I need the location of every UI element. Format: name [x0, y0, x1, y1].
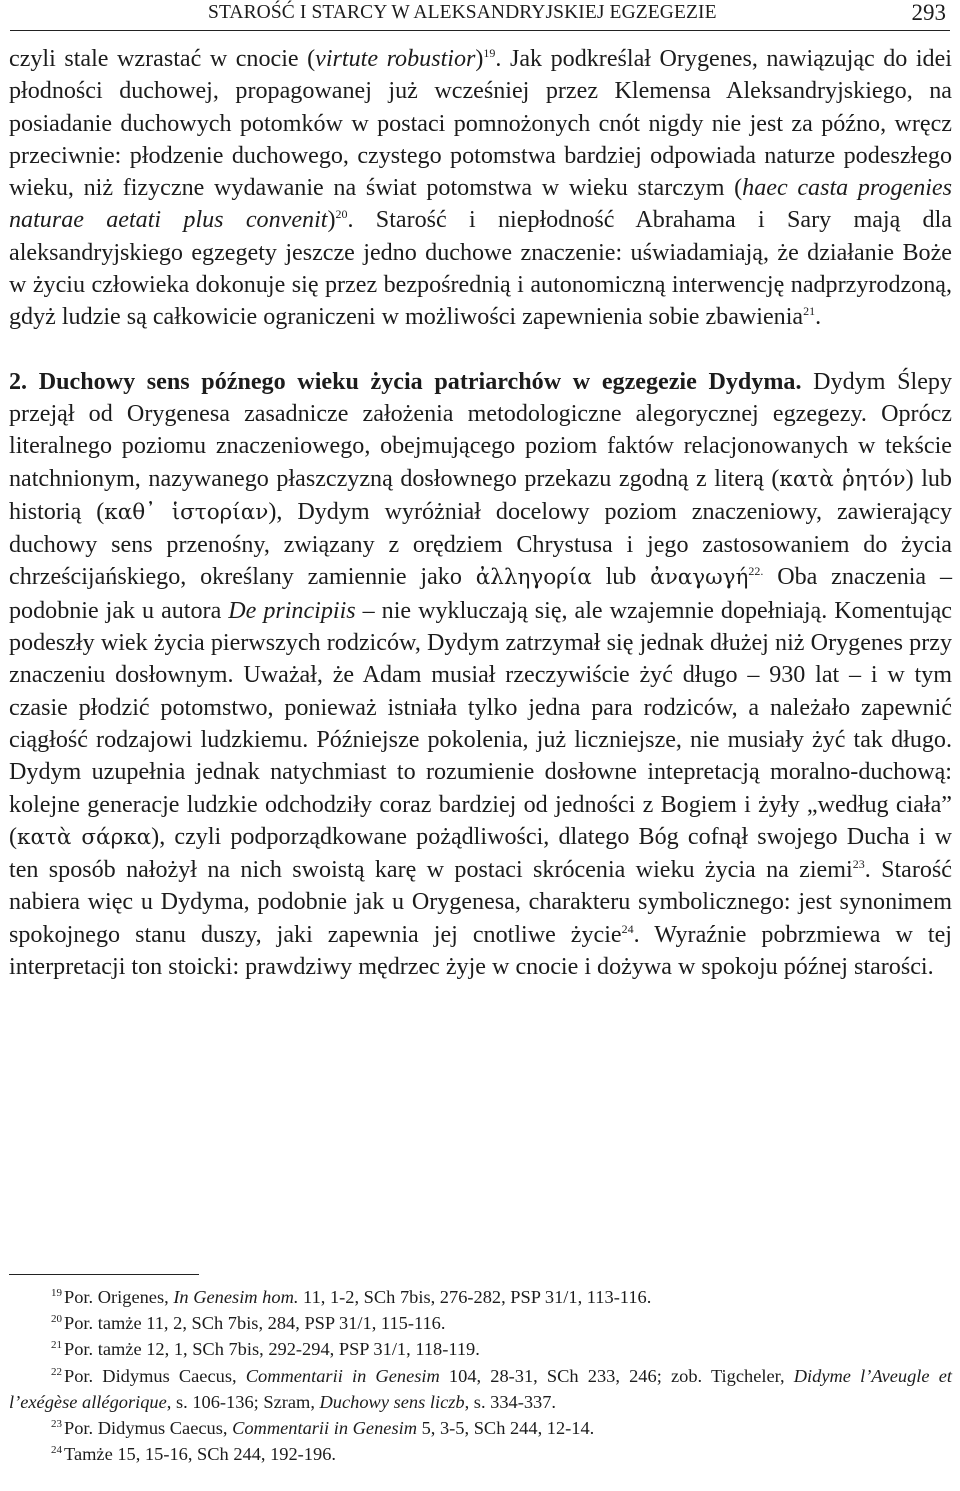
text-run: . Wyraźnie pobrzmiewa w tej interpretacji ton stoicki: prawdziwy mędrzec żyje w cnocie i dożywa w spokoju późnej starości. — [9, 921, 952, 981]
running-head — [10, 0, 950, 31]
footnote-text: 5, 3-5, SCh 244, 12-14. — [417, 1418, 595, 1439]
footnote-ref-21[interactable]: 21 — [803, 304, 816, 319]
work-title: Didyme l’Aveugle et l’exégèse allégorique — [9, 1365, 952, 1412]
text-run: Oba znaczenia – podobnie jak u autora — [9, 564, 952, 624]
footnote-text: Por. Origenes, — [64, 1287, 174, 1307]
book-title: De principiis — [228, 597, 356, 624]
work-title: Commentarii in Genesim — [245, 1365, 440, 1386]
text-run: ) lub historią ( — [9, 465, 952, 525]
running-head-title: STAROŚĆ I STARCY W ALEKSANDRYJSKIEJ EGZEGEZIE — [208, 2, 717, 23]
section-heading: 2. Duchowy sens późnego wieku życia patriarchów w egzegezie Dydyma — [9, 368, 796, 395]
footnote-rule — [9, 1274, 199, 1275]
footnote-text: Por. Didymus Caecus, — [64, 1418, 233, 1439]
footnote-text: Por. tamże 11, 2, SCh 7bis, 284, PSP 31/1, 115-116. — [64, 1313, 446, 1334]
footnote-number: 21 — [51, 1339, 62, 1352]
footnote-ref-23[interactable]: 23 — [852, 857, 865, 872]
work-title: Duchowy sens liczb — [319, 1391, 465, 1412]
text-run: ), czyli podporządkowane pożądliwości, dlatego Bóg cofnął swojego Ducha i w ten sposób nałożył na nich swoistą karę w postaci skrócenia wieku życia na ziemi — [9, 823, 952, 884]
section-heading-end: . — [795, 368, 802, 395]
text-run: . — [815, 304, 822, 331]
footnote-text: , s. 106-136; Szram, — [166, 1391, 320, 1412]
greek-term: ἀλληγορία — [475, 565, 592, 591]
text-run: Dydym Ślepy przejął od Orygenesa zasadnicze założenia metodologiczne alegorycznej egzegezy. Oprócz literalnego poziomu znaczeniowego, obejmującego poziom faktów relacjonowanych w tekście natchnionym, nazywanego płaszczyzną dosłownego przekazu zgodną z literą ( — [9, 368, 952, 492]
text-run: . Starość i niepłodność Abrahama i Sary mają dla aleksandryjskiego egzegety jeszcze jedno duchowe znaczenie: uświadamiają, że działanie Boże w życiu człowieka dokonuje się przez bezpośrednią i autonomiczną interwencję nadprzyrodzoną, gdyż ludzie są całkowicie ograniczeni w możliwości zapewnienia sobie zbawienia — [9, 207, 952, 331]
footnote-text: 104, 28-31, SCh 233, 246; zob. Tigcheler, — [439, 1365, 794, 1386]
text-run: ), Dydym wyróżniał docelowy poziom znaczeniowy, zawierający duchowy sens przenośny, związany z orędziem Chrystusa i jego zastosowaniem do życia chrześcijańskiego, określany zamiennie jako — [9, 498, 952, 591]
footnote-ref-24[interactable]: 24 — [621, 921, 634, 936]
footnote-number: 24 — [51, 1444, 62, 1457]
greek-term: κατὰ σάρκα — [17, 824, 152, 850]
footnote-text: Por. tamże 12, 1, SCh 7bis, 292-294, PSP 31/1, 118-119. — [64, 1339, 480, 1360]
footnote-19 — [9, 1284, 952, 1310]
footnotes — [9, 1284, 952, 1467]
text-run: lub — [591, 564, 651, 591]
greek-term: ἀναγωγή — [650, 565, 749, 591]
latin-phrase: haec casta progenies naturae aetati plus convenit — [9, 175, 953, 234]
footnote-text: 11, 1-2, SCh 7bis, 276-282, PSP 31/1, 113-116. — [298, 1287, 652, 1307]
footnote-24 — [9, 1441, 952, 1467]
text-run: . Starość nabiera więc u Dydyma, podobnie jak u Orygenesa, charakteru symbolicznego: jest synonimem spokojnego stanu duszy, jaki zapewnia jej cnotliwe życie — [9, 857, 953, 948]
greek-term: κατὰ ῥητόν — [779, 466, 906, 492]
paragraph-1 — [9, 43, 952, 334]
footnote-21 — [9, 1336, 952, 1362]
footnote-number: 23 — [51, 1418, 62, 1431]
latin-phrase: virtute robustior — [315, 46, 476, 72]
page-number: 293 — [911, 0, 946, 25]
paragraph-2 — [9, 366, 952, 984]
footnote-text: Tamże 15, 15-16, SCh 244, 192-196. — [64, 1444, 336, 1465]
main-text — [9, 43, 952, 983]
text-run: ) — [475, 46, 484, 72]
footnote-number: 22 — [51, 1365, 62, 1378]
footnote-20 — [9, 1310, 952, 1336]
footnote-22 — [9, 1363, 952, 1415]
work-title: Commentarii in Genesim — [232, 1418, 417, 1439]
footnote-number: 19 — [51, 1287, 62, 1299]
footnote-ref-20[interactable]: 20 — [335, 207, 348, 222]
footnote-ref-19[interactable]: 19 — [483, 46, 496, 60]
text-run: ) — [327, 207, 336, 234]
text-run: . Jak podkreślał Orygenes, nawiązując do idei płodności duchowej, propagowanej już wcześniej przez Klemensa Aleksandryjskiego, na posiadanie duchowych potomków w postaci pomnożonych cnót nigdy nie jest za późno, wręcz przeciwnie: płodzenie duchowego, czystego potomstwa bardziej odpowiada naturze podeszłego wieku, niż fizyczne wydawanie na świat potomstwa w wieku starczym ( — [9, 46, 952, 202]
text-run: czyli stale wzrastać w cnocie ( — [9, 46, 316, 72]
text-run: – nie wykluczają się, ale wzajemnie dopełniają. Komentując podeszły wiek życia pierwszych rodziców, Dydym zatrzymał się jednak dłużej niż Orygenes przy znaczeniu dosłownym. Uważał, że Adam musiał rzeczywiście żyć długo – 930 lat – i w tym czasie płodzić potomstwo, ponieważ istniała tylko jedna para rodziców, a należało zapewnić ciągłość rodzajowi ludzkiemu. Późniejsze pokolenia, już liczniejsze, nie musiały żyć tak długo. Dydym uzupełnia jednak natychmiast to rozumienie dosłowne intepretacją moralno-duchową: kolejne generacje ludzkie odchodziły coraz bardziej od jedności z Bogiem i żyły „według ciała” ( — [9, 597, 952, 850]
footnote-ref-22[interactable]: 22. — [748, 564, 764, 579]
footnote-23 — [9, 1415, 952, 1441]
footnote-text: , s. 334-337. — [464, 1391, 557, 1412]
greek-term: καθ᾽ ἱστορίαν — [104, 499, 269, 525]
work-title: In Genesim hom. — [173, 1287, 299, 1307]
footnote-text: Por. Didymus Caecus, — [64, 1365, 246, 1386]
footnote-number: 20 — [51, 1313, 62, 1326]
